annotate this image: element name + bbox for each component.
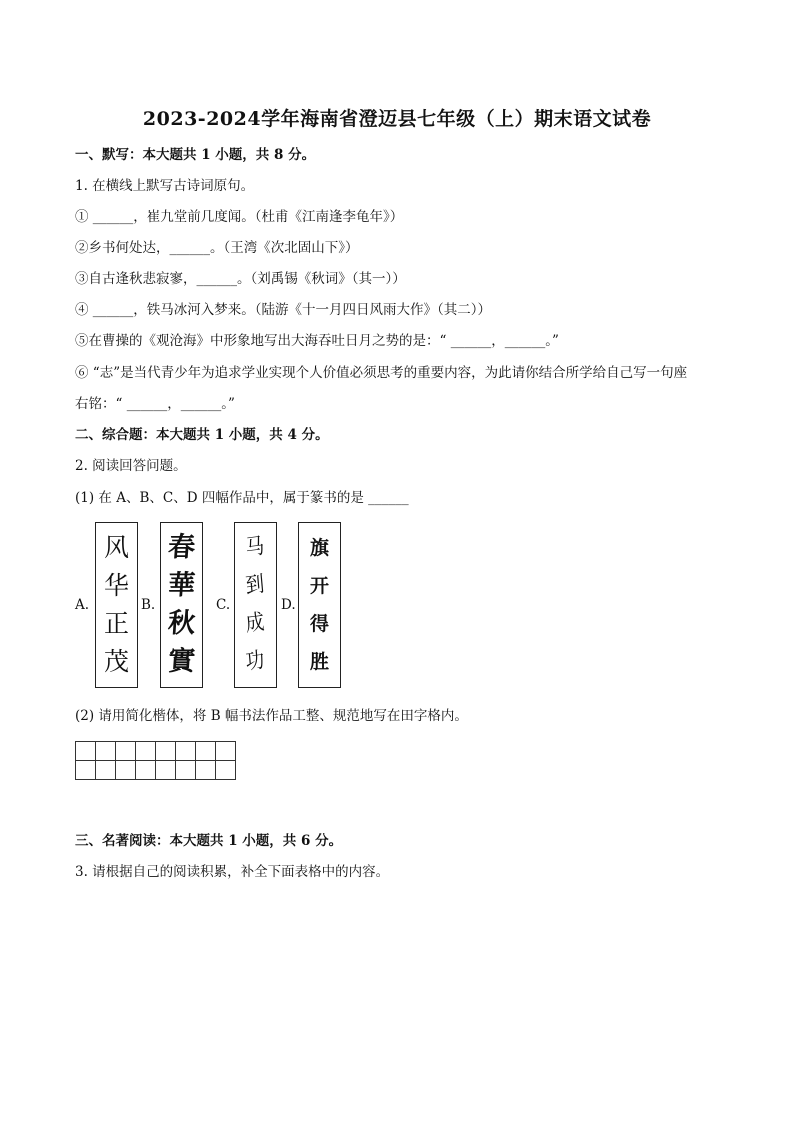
calligraphy-a-char: 正: [103, 609, 129, 638]
calligraphy-c-image: [234, 522, 277, 688]
calligraphy-c-char: 成: [245, 609, 266, 638]
grid-cell[interactable]: [196, 742, 216, 761]
grid-cell[interactable]: [116, 761, 136, 780]
section3-heading: 三、名著阅读：本大题共 1 小题，共 6 分。: [75, 833, 343, 849]
grid-cell[interactable]: [96, 761, 116, 780]
grid-cell[interactable]: [136, 761, 156, 780]
calligraphy-c-char: 马: [245, 533, 266, 562]
calligraphy-b-image: [160, 522, 203, 688]
calligraphy-a-char: 华: [103, 571, 129, 600]
calligraphy-a-char: 风: [103, 533, 129, 562]
option-b-label: B.: [141, 597, 156, 613]
calligraphy-a-char: 茂: [103, 647, 129, 676]
calligraphy-b-char: 秋: [166, 608, 197, 639]
grid-cell[interactable]: [156, 742, 176, 761]
grid-cell[interactable]: [176, 742, 196, 761]
page-title: 2023-2024学年海南省澄迈县七年级（上）期末语文试卷: [142, 108, 652, 130]
grid-cell[interactable]: [76, 742, 96, 761]
calligraphy-c-char: 功: [245, 647, 266, 676]
grid-cell[interactable]: [216, 742, 236, 761]
calligraphy-d-char: 开: [309, 575, 329, 597]
question1-intro: 1. 在横线上默写古诗词原句。: [75, 178, 255, 194]
calligraphy-b-char: 華: [166, 570, 197, 601]
option-a-label: A.: [75, 597, 90, 613]
q1-item-2: ②乡书何处达，______。（王湾《次北固山下》）: [75, 240, 359, 256]
q2-sub1: (1) 在 A、B、C、D 四幅作品中，属于篆书的是 ______: [75, 490, 409, 506]
q1-item-1: ① ______，崔九堂前几度闻。（杜甫《江南逢李龟年》）: [75, 209, 404, 225]
q1-item-5: ⑤在曹操的《观沧海》中形象地写出大海吞吐日月之势的是：“ ______，______。”: [75, 333, 559, 349]
calligraphy-a-image: [95, 522, 138, 688]
calligraphy-d-image: [298, 522, 341, 688]
q1-item-6-cont: 右铭：“ ______，______。”: [75, 396, 235, 412]
grid-cell[interactable]: [116, 742, 136, 761]
section1-heading: 一、默写：本大题共 1 小题，共 8 分。: [75, 147, 316, 163]
q1-item-6: ⑥ “志”是当代青少年为追求学业实现个人价值必须思考的重要内容，为此请你结合所学给自己写一句座: [75, 365, 688, 381]
calligraphy-b-char: 春: [166, 532, 197, 563]
question3-intro: 3. 请根据自己的阅读积累，补全下面表格中的内容。: [75, 864, 390, 880]
calligraphy-d-char: 旗: [309, 537, 329, 559]
option-c-label: C.: [216, 597, 231, 613]
calligraphy-options: [75, 522, 375, 692]
calligraphy-c-char: 到: [245, 571, 266, 600]
q1-item-4: ④ ______，铁马冰河入梦来。（陆游《十一月四日风雨大作》（其二））: [75, 302, 492, 318]
question2-intro: 2. 阅读回答问题。: [75, 458, 187, 474]
grid-cell[interactable]: [176, 761, 196, 780]
calligraphy-d-char: 胜: [309, 651, 329, 673]
q1-item-3: ③自古逢秋悲寂寥，______。（刘禹锡《秋词》（其一））: [75, 271, 406, 287]
section2-heading: 二、综合题：本大题共 1 小题，共 4 分。: [75, 427, 329, 443]
grid-cell[interactable]: [216, 761, 236, 780]
grid-cell[interactable]: [136, 742, 156, 761]
option-d-label: D.: [281, 597, 296, 613]
grid-cell[interactable]: [156, 761, 176, 780]
calligraphy-b-char: 實: [166, 646, 197, 677]
calligraphy-d-char: 得: [309, 613, 329, 635]
grid-cell[interactable]: [96, 742, 116, 761]
grid-cell[interactable]: [76, 761, 96, 780]
grid-cell[interactable]: [196, 761, 216, 780]
q2-sub2: (2) 请用简化楷体，将 B 幅书法作品工整、规范地写在田字格内。: [75, 708, 468, 724]
tianzige-grid[interactable]: [75, 741, 236, 780]
